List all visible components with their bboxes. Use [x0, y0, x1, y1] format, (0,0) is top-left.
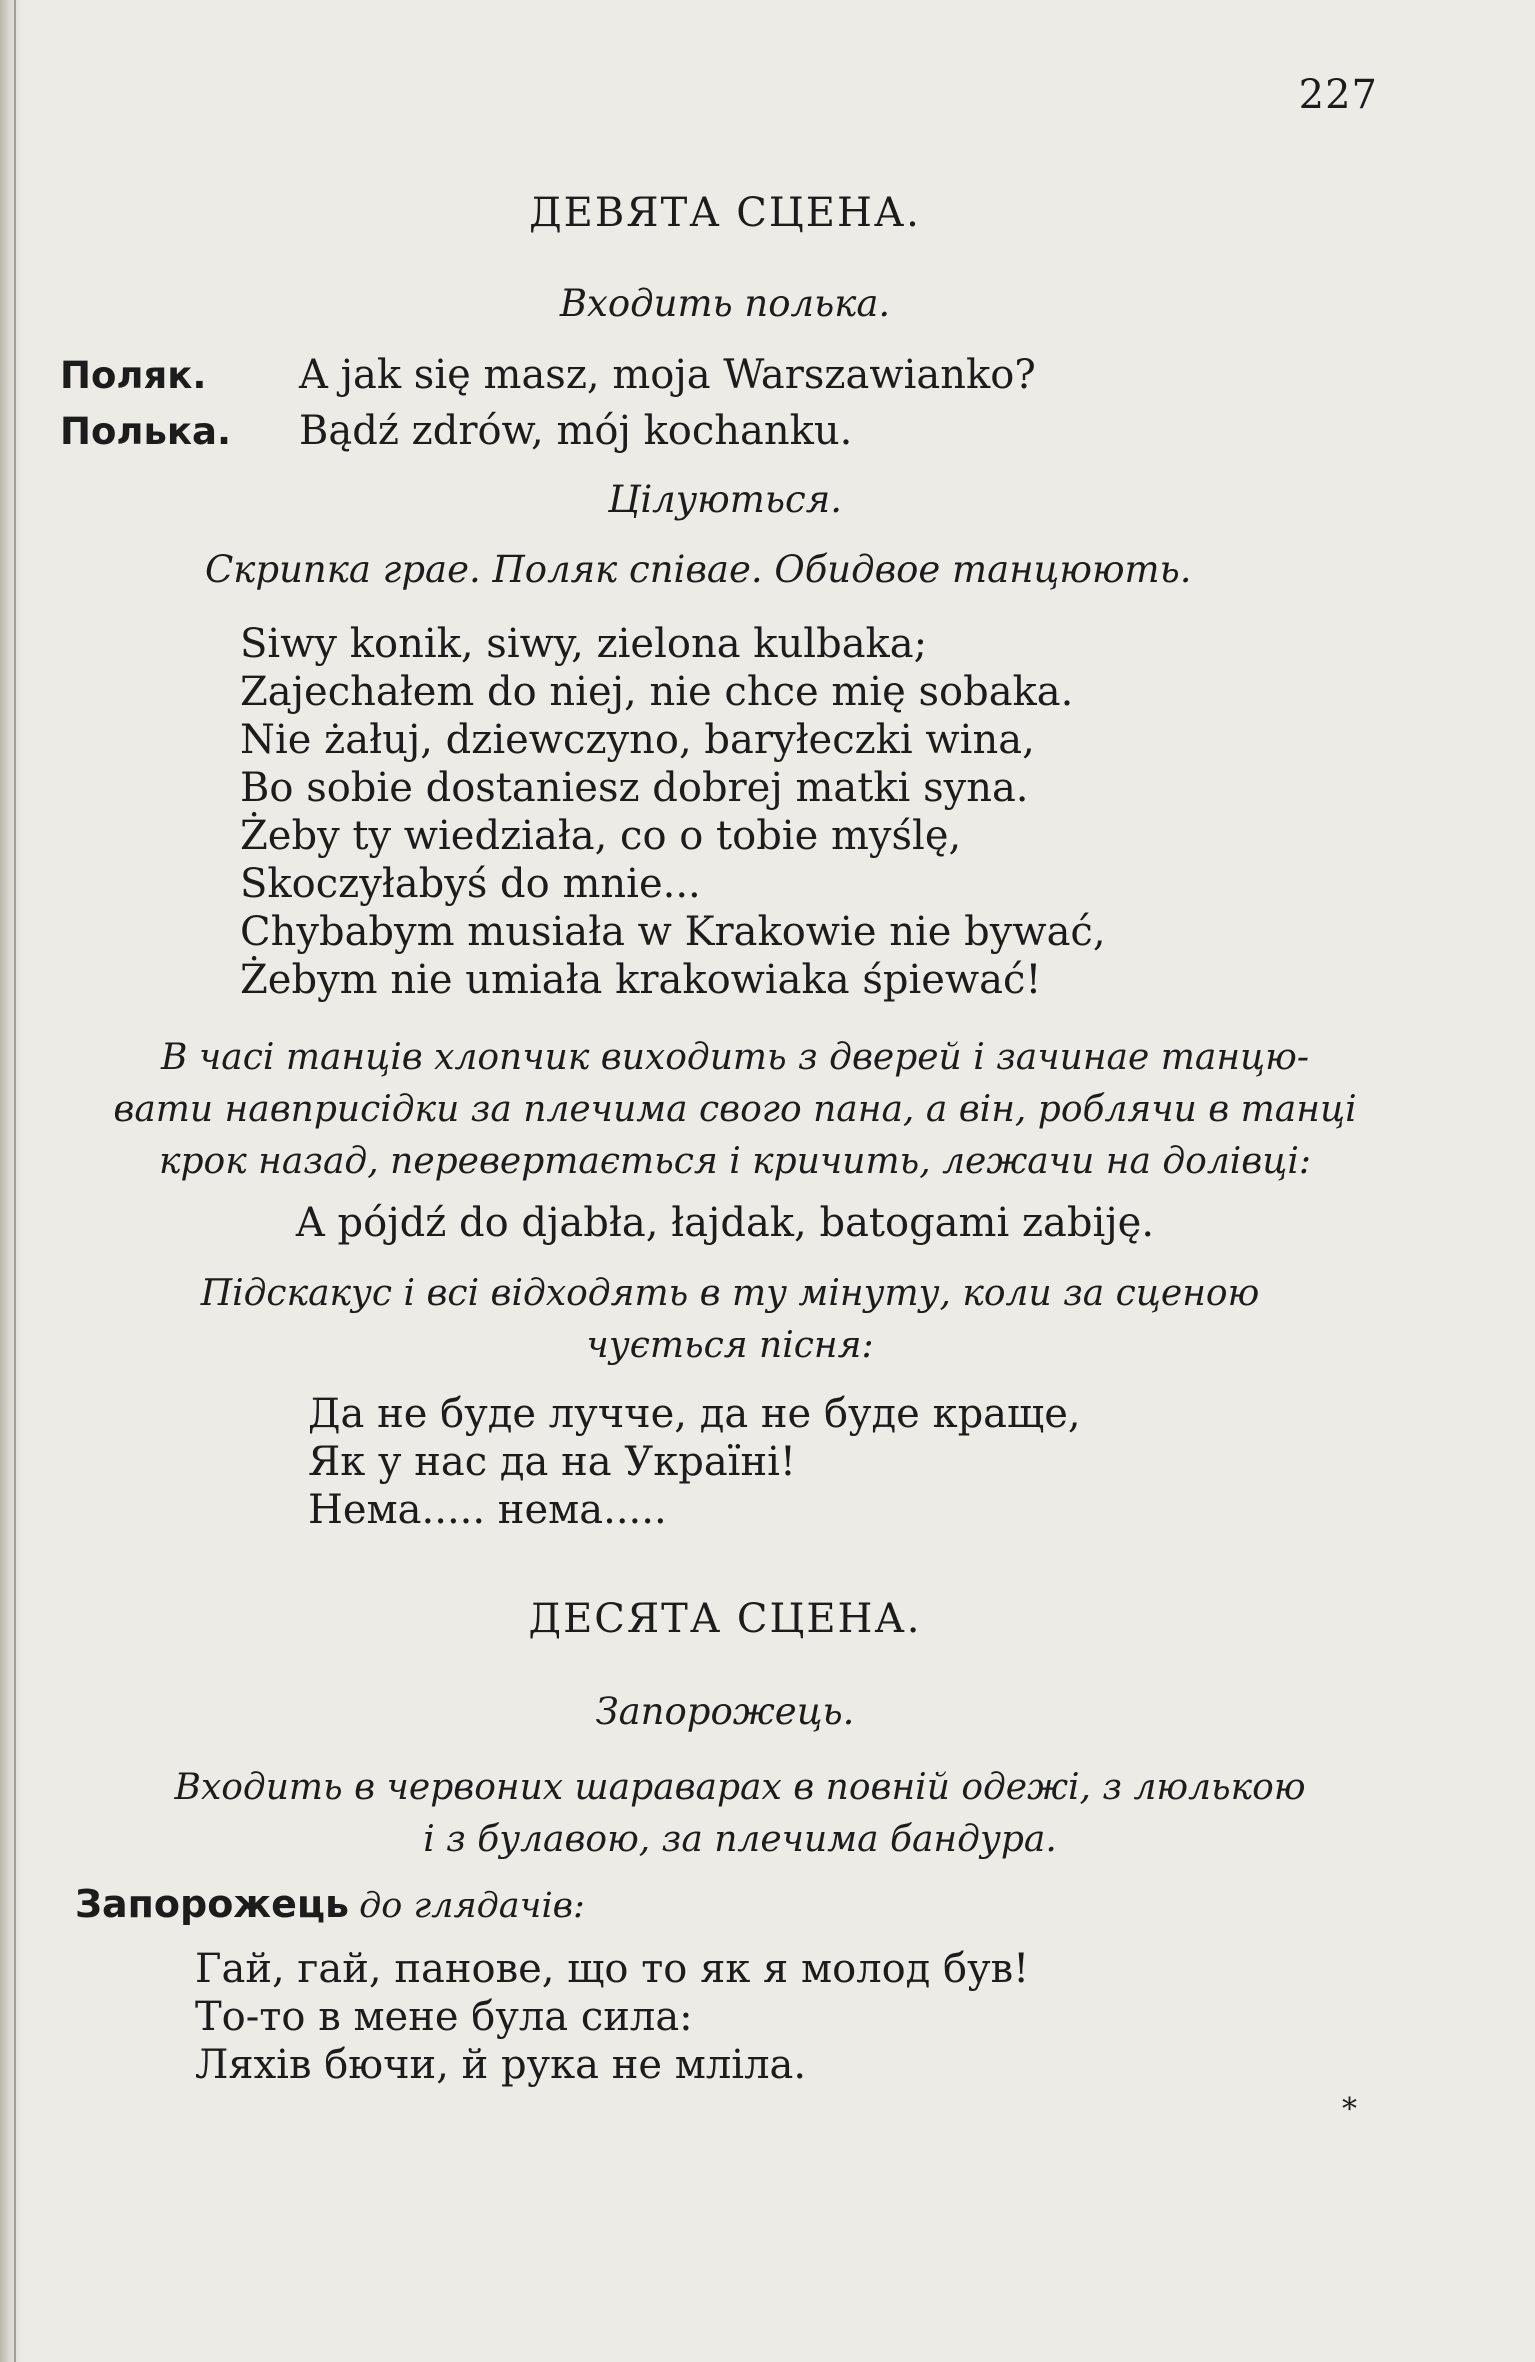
song-line: Да не буде лучче, да не буде краще, [308, 1391, 1081, 1437]
speaker-zaporozhets: Запорожець [75, 1882, 350, 1926]
speech-line: Ляхів бючи, й рука не мліла. [195, 2042, 807, 2088]
song-line: Chybabym musiała w Krakowie nie bywać, [240, 909, 1106, 955]
speech-polyak: A jak się masz, moja Warszawianko? [299, 352, 1036, 398]
page-number: 227 [1298, 72, 1378, 118]
song-line: Bo sobie dostaniesz dobrej matki syna. [240, 765, 1029, 811]
kiss-direction: Цілуються. [608, 478, 842, 521]
speech-line: То-то в мене була сила: [195, 1994, 693, 2040]
scene10-title: ДЕСЯТА СЦЕНА. [528, 1596, 922, 1642]
footer-asterisk: * [1342, 2092, 1357, 2127]
direction-line: Входить в червоних шараварах в повній одежі, з люлькою [174, 1767, 1306, 1808]
speaker-polyak: Поляк. [60, 354, 207, 397]
speech-line: Гай, гай, панове, що то як я молод був! [195, 1946, 1030, 1992]
song-line: Zajechałem do niej, nie chce mię sobaka. [240, 669, 1074, 715]
shout-line: A pójdź do djabła, łajdak, batogami zabiję. [295, 1200, 1155, 1246]
binding-line [14, 0, 16, 2362]
direction-line: чується пісня: [586, 1325, 874, 1366]
song-line: Siwy konik, siwy, zielona kulbaka; [240, 621, 928, 667]
scene10-entry [90, 1762, 1390, 1866]
scene9-title: ДЕВЯТА СЦЕНА. [529, 190, 921, 236]
speaker-direction: до глядачів: [359, 1886, 585, 1926]
dialogue-line-1 [60, 352, 1036, 398]
direction-line: В часі танців хлопчик виходить з дверей і зачинае танцю- [160, 1037, 1310, 1078]
exit-direction [120, 1268, 1340, 1372]
direction-line: Підскакус і всі відходять в ту мінуту, коли за сценою [200, 1273, 1260, 1314]
ukrainian-song [308, 1390, 1081, 1534]
page-binding-edge [0, 0, 22, 2362]
direction-line: і з булавою, за плечима бандура. [423, 1819, 1057, 1860]
music-direction: Скрипка грае. Поляк співае. Обидвое танцюють. [205, 548, 1192, 591]
direction-line: крок назад, перевертається і кричить, лежачи на долівці: [159, 1141, 1311, 1182]
zaporozhets-speech [195, 1945, 1029, 2089]
song-line: Skoczyłabyś do mnie... [240, 861, 701, 907]
polish-song [240, 620, 1106, 1004]
song-line: Żebym nie umiała krakowiaka śpiewać! [240, 957, 1042, 1003]
scene10-subtitle: Запорожець. [595, 1690, 855, 1733]
direction-line: вати навприсідки за плечима свого пана, а він, роблячи в танці [113, 1089, 1357, 1130]
zaporozhets-heading [75, 1882, 585, 1926]
song-line: Нема..... нема..... [308, 1487, 667, 1533]
dance-direction [65, 1032, 1405, 1188]
speaker-polka: Полька. [60, 410, 232, 453]
dialogue-line-2 [60, 408, 852, 454]
song-line: Як у нас да на Україні! [308, 1439, 796, 1485]
song-line: Nie żałuj, dziewczyno, baryłeczki wina, [240, 717, 1035, 763]
scene9-entry: Входить полька. [559, 282, 891, 325]
speech-polka: Bądź zdrów, mój kochanku. [299, 408, 853, 454]
song-line: Żeby ty wiedziała, co o tobie myślę, [240, 813, 962, 859]
